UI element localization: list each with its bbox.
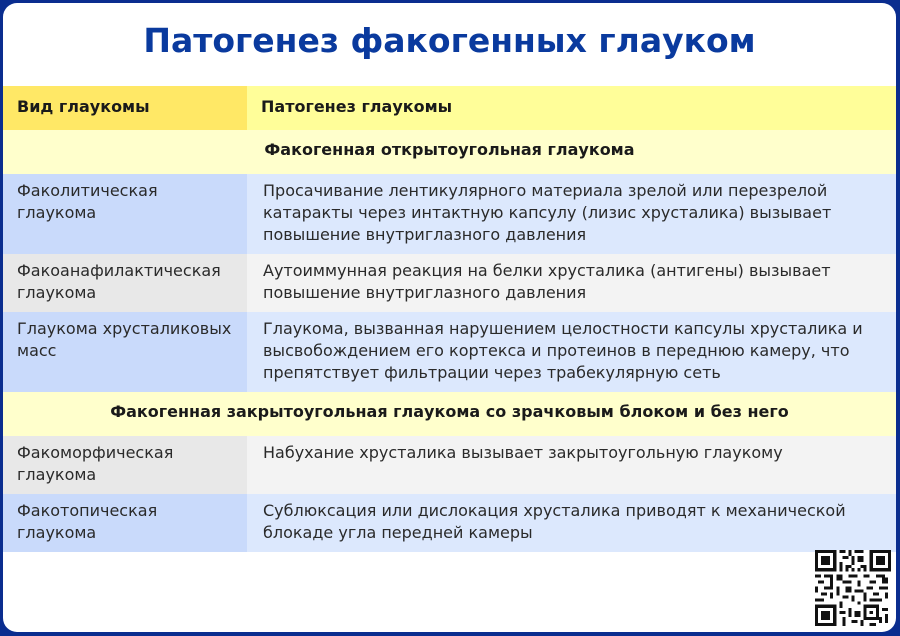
glaucoma-name: Глаукома хрусталиковых масс (3, 312, 247, 392)
header-pathogenesis: Патогенез глаукомы (247, 86, 896, 130)
qr-code-icon[interactable] (815, 550, 891, 626)
table-row (3, 436, 896, 494)
table-row (3, 174, 896, 254)
section-row (3, 392, 896, 436)
card (3, 3, 896, 632)
page-title: Патогенез факогенных глауком (143, 21, 756, 60)
section-row (3, 130, 896, 174)
header-glaucoma-type: Вид глаукомы (3, 86, 247, 130)
table-row (3, 254, 896, 312)
section-heading-closed-angle: Факогенная закрытоугольная глаукома со зрачковым блоком и без него (3, 392, 896, 436)
glaucoma-name: Факотопическая глаукома (3, 494, 247, 552)
table-row (3, 494, 896, 552)
glaucoma-pathogenesis: Глаукома, вызванная нарушением целостности капсулы хрусталика и высвобождением его кортекса и протеинов в переднюю камеру, что препятствует фильтрации через трабекулярную сеть (247, 312, 896, 392)
table-row (3, 312, 896, 392)
pathogenesis-table (3, 86, 896, 552)
section-heading-open-angle: Факогенная открытоугольная глаукома (3, 130, 896, 174)
glaucoma-name: Факоморфическая глаукома (3, 436, 247, 494)
glaucoma-pathogenesis: Просачивание лентикулярного материала зрелой или перезрелой катаракты через интактную капсулу (лизис хрусталика) вызывает повышение внутриглазного давления (247, 174, 896, 254)
glaucoma-pathogenesis: Сублюксация или дислокация хрусталика приводят к механической блокаде угла передней камеры (247, 494, 896, 552)
glaucoma-pathogenesis: Набухание хрусталика вызывает закрытоугольную глаукому (247, 436, 896, 494)
glaucoma-pathogenesis: Аутоиммунная реакция на белки хрусталика (антигены) вызывает повышение внутриглазного давления (247, 254, 896, 312)
glaucoma-name: Факоанафилактическая глаукома (3, 254, 247, 312)
glaucoma-name: Факолитическая глаукома (3, 174, 247, 254)
table-header-row (3, 86, 896, 130)
